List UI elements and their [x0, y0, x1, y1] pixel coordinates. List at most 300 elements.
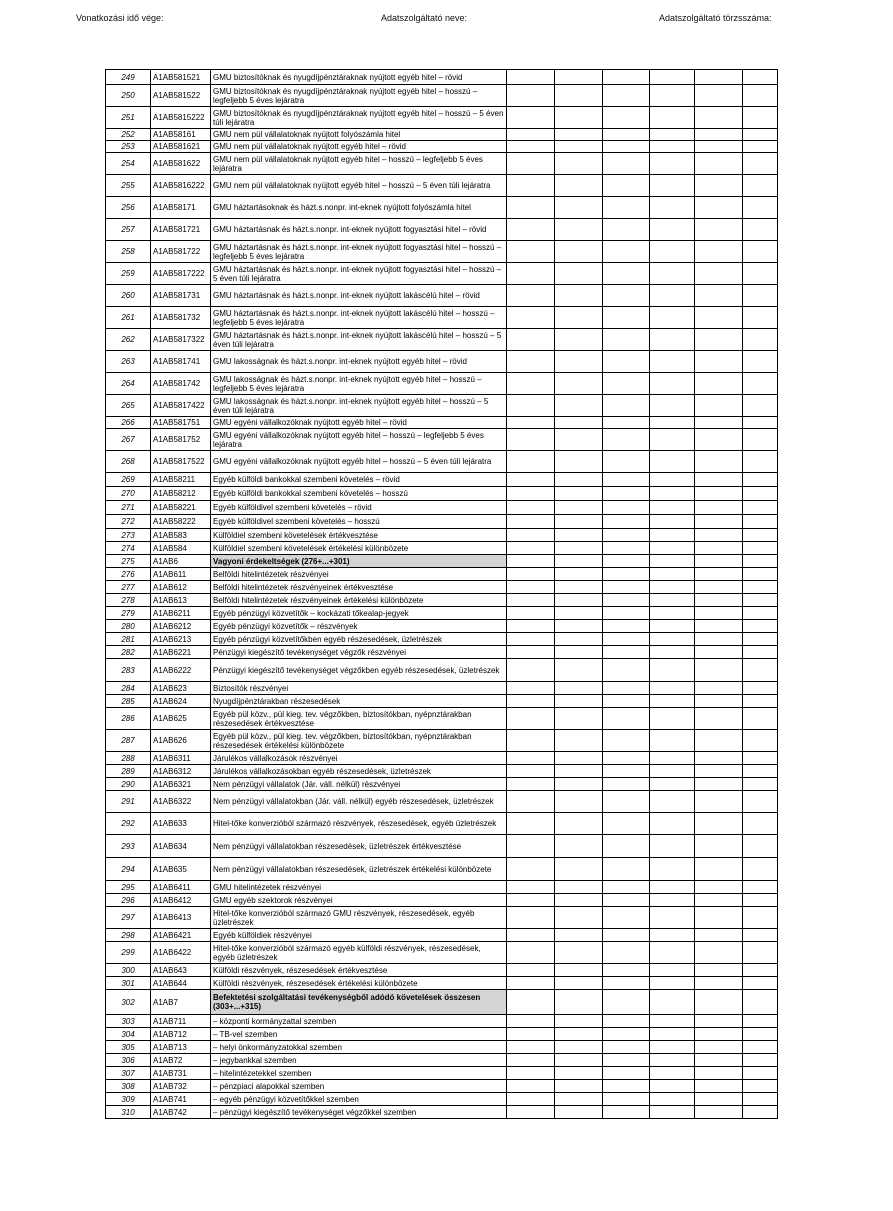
value-cell[interactable] — [743, 1054, 778, 1067]
value-cell[interactable] — [603, 607, 650, 620]
value-cell[interactable] — [743, 219, 778, 241]
value-cell[interactable] — [743, 633, 778, 646]
value-cell[interactable] — [650, 451, 695, 473]
value-cell[interactable] — [695, 501, 743, 515]
value-cell[interactable] — [695, 1015, 743, 1028]
value-cell[interactable] — [695, 473, 743, 487]
value-cell[interactable] — [743, 395, 778, 417]
value-cell[interactable] — [603, 473, 650, 487]
value-cell[interactable] — [650, 1054, 695, 1067]
value-cell[interactable] — [555, 964, 603, 977]
value-cell[interactable] — [695, 153, 743, 175]
value-cell[interactable] — [743, 542, 778, 555]
value-cell[interactable] — [507, 501, 555, 515]
value-cell[interactable] — [603, 555, 650, 568]
value-cell[interactable] — [555, 515, 603, 529]
value-cell[interactable] — [650, 395, 695, 417]
value-cell[interactable] — [695, 633, 743, 646]
value-cell[interactable] — [743, 473, 778, 487]
value-cell[interactable] — [603, 752, 650, 765]
value-cell[interactable] — [555, 263, 603, 285]
value-cell[interactable] — [650, 429, 695, 451]
value-cell[interactable] — [555, 107, 603, 129]
value-cell[interactable] — [507, 85, 555, 107]
value-cell[interactable] — [555, 241, 603, 263]
value-cell[interactable] — [603, 451, 650, 473]
value-cell[interactable] — [555, 473, 603, 487]
value-cell[interactable] — [650, 791, 695, 813]
value-cell[interactable] — [695, 515, 743, 529]
value-cell[interactable] — [507, 285, 555, 307]
value-cell[interactable] — [555, 594, 603, 607]
value-cell[interactable] — [507, 329, 555, 351]
value-cell[interactable] — [507, 730, 555, 752]
value-cell[interactable] — [743, 70, 778, 85]
value-cell[interactable] — [743, 929, 778, 942]
value-cell[interactable] — [555, 307, 603, 329]
value-cell[interactable] — [743, 568, 778, 581]
value-cell[interactable] — [650, 70, 695, 85]
value-cell[interactable] — [650, 197, 695, 219]
value-cell[interactable] — [743, 241, 778, 263]
value-cell[interactable] — [507, 646, 555, 659]
value-cell[interactable] — [507, 594, 555, 607]
value-cell[interactable] — [650, 646, 695, 659]
value-cell[interactable] — [695, 778, 743, 791]
value-cell[interactable] — [650, 835, 695, 858]
value-cell[interactable] — [650, 977, 695, 990]
value-cell[interactable] — [743, 129, 778, 141]
value-cell[interactable] — [650, 1015, 695, 1028]
value-cell[interactable] — [603, 659, 650, 682]
value-cell[interactable] — [650, 1106, 695, 1119]
value-cell[interactable] — [743, 501, 778, 515]
value-cell[interactable] — [507, 487, 555, 501]
value-cell[interactable] — [743, 791, 778, 813]
value-cell[interactable] — [695, 730, 743, 752]
value-cell[interactable] — [603, 1041, 650, 1054]
value-cell[interactable] — [743, 594, 778, 607]
value-cell[interactable] — [743, 1067, 778, 1080]
value-cell[interactable] — [650, 858, 695, 881]
value-cell[interactable] — [555, 907, 603, 929]
value-cell[interactable] — [555, 1080, 603, 1093]
value-cell[interactable] — [743, 329, 778, 351]
value-cell[interactable] — [743, 285, 778, 307]
value-cell[interactable] — [507, 568, 555, 581]
value-cell[interactable] — [555, 977, 603, 990]
value-cell[interactable] — [650, 473, 695, 487]
value-cell[interactable] — [695, 285, 743, 307]
value-cell[interactable] — [743, 835, 778, 858]
value-cell[interactable] — [650, 929, 695, 942]
value-cell[interactable] — [507, 1106, 555, 1119]
value-cell[interactable] — [650, 682, 695, 695]
value-cell[interactable] — [507, 858, 555, 881]
value-cell[interactable] — [743, 765, 778, 778]
value-cell[interactable] — [695, 813, 743, 835]
value-cell[interactable] — [603, 515, 650, 529]
value-cell[interactable] — [743, 730, 778, 752]
value-cell[interactable] — [695, 594, 743, 607]
value-cell[interactable] — [507, 929, 555, 942]
value-cell[interactable] — [507, 241, 555, 263]
value-cell[interactable] — [603, 351, 650, 373]
value-cell[interactable] — [650, 942, 695, 964]
value-cell[interactable] — [743, 197, 778, 219]
value-cell[interactable] — [555, 752, 603, 765]
value-cell[interactable] — [743, 695, 778, 708]
value-cell[interactable] — [507, 633, 555, 646]
value-cell[interactable] — [603, 1106, 650, 1119]
value-cell[interactable] — [603, 813, 650, 835]
value-cell[interactable] — [743, 778, 778, 791]
value-cell[interactable] — [507, 395, 555, 417]
value-cell[interactable] — [695, 708, 743, 730]
value-cell[interactable] — [555, 730, 603, 752]
value-cell[interactable] — [603, 858, 650, 881]
value-cell[interactable] — [555, 451, 603, 473]
value-cell[interactable] — [695, 85, 743, 107]
value-cell[interactable] — [555, 568, 603, 581]
value-cell[interactable] — [743, 85, 778, 107]
value-cell[interactable] — [650, 487, 695, 501]
value-cell[interactable] — [743, 858, 778, 881]
value-cell[interactable] — [695, 529, 743, 542]
value-cell[interactable] — [650, 568, 695, 581]
value-cell[interactable] — [507, 451, 555, 473]
value-cell[interactable] — [507, 153, 555, 175]
value-cell[interactable] — [555, 1015, 603, 1028]
value-cell[interactable] — [695, 568, 743, 581]
value-cell[interactable] — [650, 153, 695, 175]
value-cell[interactable] — [743, 1106, 778, 1119]
value-cell[interactable] — [743, 942, 778, 964]
value-cell[interactable] — [695, 791, 743, 813]
value-cell[interactable] — [603, 594, 650, 607]
value-cell[interactable] — [743, 964, 778, 977]
value-cell[interactable] — [603, 646, 650, 659]
value-cell[interactable] — [695, 241, 743, 263]
value-cell[interactable] — [650, 1080, 695, 1093]
value-cell[interactable] — [555, 219, 603, 241]
value-cell[interactable] — [695, 129, 743, 141]
value-cell[interactable] — [555, 129, 603, 141]
value-cell[interactable] — [555, 1028, 603, 1041]
value-cell[interactable] — [507, 219, 555, 241]
value-cell[interactable] — [695, 1041, 743, 1054]
value-cell[interactable] — [695, 942, 743, 964]
value-cell[interactable] — [695, 929, 743, 942]
value-cell[interactable] — [603, 964, 650, 977]
value-cell[interactable] — [743, 417, 778, 429]
value-cell[interactable] — [555, 708, 603, 730]
value-cell[interactable] — [695, 555, 743, 568]
value-cell[interactable] — [555, 141, 603, 153]
value-cell[interactable] — [555, 85, 603, 107]
value-cell[interactable] — [507, 197, 555, 219]
value-cell[interactable] — [507, 708, 555, 730]
value-cell[interactable] — [603, 633, 650, 646]
value-cell[interactable] — [603, 620, 650, 633]
value-cell[interactable] — [743, 451, 778, 473]
value-cell[interactable] — [743, 1015, 778, 1028]
value-cell[interactable] — [603, 990, 650, 1015]
value-cell[interactable] — [555, 778, 603, 791]
value-cell[interactable] — [743, 529, 778, 542]
value-cell[interactable] — [743, 752, 778, 765]
value-cell[interactable] — [743, 1080, 778, 1093]
value-cell[interactable] — [650, 417, 695, 429]
value-cell[interactable] — [555, 417, 603, 429]
value-cell[interactable] — [695, 70, 743, 85]
value-cell[interactable] — [695, 1093, 743, 1106]
value-cell[interactable] — [603, 1080, 650, 1093]
value-cell[interactable] — [603, 894, 650, 907]
value-cell[interactable] — [555, 858, 603, 881]
value-cell[interactable] — [650, 1028, 695, 1041]
value-cell[interactable] — [603, 175, 650, 197]
value-cell[interactable] — [603, 153, 650, 175]
value-cell[interactable] — [555, 990, 603, 1015]
value-cell[interactable] — [603, 501, 650, 515]
value-cell[interactable] — [507, 791, 555, 813]
value-cell[interactable] — [555, 881, 603, 894]
value-cell[interactable] — [603, 542, 650, 555]
value-cell[interactable] — [555, 791, 603, 813]
value-cell[interactable] — [555, 529, 603, 542]
value-cell[interactable] — [650, 263, 695, 285]
value-cell[interactable] — [555, 646, 603, 659]
value-cell[interactable] — [695, 858, 743, 881]
value-cell[interactable] — [650, 1093, 695, 1106]
value-cell[interactable] — [743, 1028, 778, 1041]
value-cell[interactable] — [650, 175, 695, 197]
value-cell[interactable] — [555, 395, 603, 417]
value-cell[interactable] — [743, 581, 778, 594]
value-cell[interactable] — [603, 708, 650, 730]
value-cell[interactable] — [603, 395, 650, 417]
value-cell[interactable] — [695, 1067, 743, 1080]
value-cell[interactable] — [743, 813, 778, 835]
value-cell[interactable] — [507, 473, 555, 487]
value-cell[interactable] — [743, 175, 778, 197]
value-cell[interactable] — [603, 307, 650, 329]
value-cell[interactable] — [507, 542, 555, 555]
value-cell[interactable] — [603, 1093, 650, 1106]
value-cell[interactable] — [507, 1028, 555, 1041]
value-cell[interactable] — [603, 285, 650, 307]
value-cell[interactable] — [507, 682, 555, 695]
value-cell[interactable] — [603, 581, 650, 594]
value-cell[interactable] — [555, 695, 603, 708]
value-cell[interactable] — [507, 373, 555, 395]
value-cell[interactable] — [555, 1106, 603, 1119]
value-cell[interactable] — [695, 607, 743, 620]
value-cell[interactable] — [507, 581, 555, 594]
value-cell[interactable] — [555, 175, 603, 197]
value-cell[interactable] — [743, 1093, 778, 1106]
value-cell[interactable] — [650, 894, 695, 907]
value-cell[interactable] — [603, 1015, 650, 1028]
value-cell[interactable] — [603, 835, 650, 858]
value-cell[interactable] — [555, 1054, 603, 1067]
value-cell[interactable] — [507, 907, 555, 929]
value-cell[interactable] — [650, 1067, 695, 1080]
value-cell[interactable] — [507, 1067, 555, 1080]
value-cell[interactable] — [650, 329, 695, 351]
value-cell[interactable] — [743, 263, 778, 285]
value-cell[interactable] — [743, 907, 778, 929]
value-cell[interactable] — [507, 70, 555, 85]
value-cell[interactable] — [555, 373, 603, 395]
value-cell[interactable] — [695, 373, 743, 395]
value-cell[interactable] — [507, 175, 555, 197]
value-cell[interactable] — [743, 153, 778, 175]
value-cell[interactable] — [603, 197, 650, 219]
value-cell[interactable] — [650, 581, 695, 594]
value-cell[interactable] — [603, 141, 650, 153]
value-cell[interactable] — [603, 568, 650, 581]
value-cell[interactable] — [743, 141, 778, 153]
value-cell[interactable] — [507, 107, 555, 129]
value-cell[interactable] — [695, 581, 743, 594]
value-cell[interactable] — [507, 881, 555, 894]
value-cell[interactable] — [743, 646, 778, 659]
value-cell[interactable] — [603, 417, 650, 429]
value-cell[interactable] — [507, 695, 555, 708]
value-cell[interactable] — [555, 1067, 603, 1080]
value-cell[interactable] — [743, 429, 778, 451]
value-cell[interactable] — [650, 778, 695, 791]
value-cell[interactable] — [650, 765, 695, 778]
value-cell[interactable] — [695, 894, 743, 907]
value-cell[interactable] — [555, 1093, 603, 1106]
value-cell[interactable] — [603, 682, 650, 695]
value-cell[interactable] — [695, 682, 743, 695]
value-cell[interactable] — [743, 708, 778, 730]
value-cell[interactable] — [603, 907, 650, 929]
value-cell[interactable] — [695, 542, 743, 555]
value-cell[interactable] — [695, 964, 743, 977]
value-cell[interactable] — [695, 881, 743, 894]
value-cell[interactable] — [650, 708, 695, 730]
value-cell[interactable] — [507, 515, 555, 529]
value-cell[interactable] — [650, 129, 695, 141]
value-cell[interactable] — [507, 942, 555, 964]
value-cell[interactable] — [650, 351, 695, 373]
value-cell[interactable] — [603, 1054, 650, 1067]
value-cell[interactable] — [650, 555, 695, 568]
value-cell[interactable] — [555, 765, 603, 778]
value-cell[interactable] — [507, 835, 555, 858]
value-cell[interactable] — [743, 620, 778, 633]
value-cell[interactable] — [507, 307, 555, 329]
value-cell[interactable] — [507, 620, 555, 633]
value-cell[interactable] — [603, 730, 650, 752]
value-cell[interactable] — [743, 373, 778, 395]
value-cell[interactable] — [555, 70, 603, 85]
value-cell[interactable] — [555, 555, 603, 568]
value-cell[interactable] — [555, 351, 603, 373]
value-cell[interactable] — [743, 990, 778, 1015]
value-cell[interactable] — [650, 141, 695, 153]
value-cell[interactable] — [695, 429, 743, 451]
value-cell[interactable] — [695, 351, 743, 373]
value-cell[interactable] — [603, 129, 650, 141]
value-cell[interactable] — [650, 307, 695, 329]
value-cell[interactable] — [695, 977, 743, 990]
value-cell[interactable] — [603, 429, 650, 451]
value-cell[interactable] — [603, 373, 650, 395]
value-cell[interactable] — [507, 1015, 555, 1028]
value-cell[interactable] — [555, 929, 603, 942]
value-cell[interactable] — [695, 1080, 743, 1093]
value-cell[interactable] — [695, 1054, 743, 1067]
value-cell[interactable] — [650, 1041, 695, 1054]
value-cell[interactable] — [650, 813, 695, 835]
value-cell[interactable] — [743, 881, 778, 894]
value-cell[interactable] — [743, 107, 778, 129]
value-cell[interactable] — [650, 620, 695, 633]
value-cell[interactable] — [507, 765, 555, 778]
value-cell[interactable] — [555, 542, 603, 555]
value-cell[interactable] — [603, 85, 650, 107]
value-cell[interactable] — [507, 555, 555, 568]
value-cell[interactable] — [743, 659, 778, 682]
value-cell[interactable] — [650, 501, 695, 515]
value-cell[interactable] — [695, 646, 743, 659]
value-cell[interactable] — [555, 197, 603, 219]
value-cell[interactable] — [695, 451, 743, 473]
value-cell[interactable] — [743, 487, 778, 501]
value-cell[interactable] — [650, 659, 695, 682]
value-cell[interactable] — [603, 70, 650, 85]
value-cell[interactable] — [555, 581, 603, 594]
value-cell[interactable] — [695, 620, 743, 633]
value-cell[interactable] — [695, 752, 743, 765]
value-cell[interactable] — [650, 633, 695, 646]
value-cell[interactable] — [650, 964, 695, 977]
value-cell[interactable] — [555, 329, 603, 351]
value-cell[interactable] — [603, 487, 650, 501]
value-cell[interactable] — [507, 964, 555, 977]
value-cell[interactable] — [507, 1041, 555, 1054]
value-cell[interactable] — [555, 942, 603, 964]
value-cell[interactable] — [650, 542, 695, 555]
value-cell[interactable] — [507, 813, 555, 835]
value-cell[interactable] — [603, 1028, 650, 1041]
value-cell[interactable] — [603, 695, 650, 708]
value-cell[interactable] — [603, 791, 650, 813]
value-cell[interactable] — [555, 607, 603, 620]
value-cell[interactable] — [603, 778, 650, 791]
value-cell[interactable] — [743, 1041, 778, 1054]
value-cell[interactable] — [507, 129, 555, 141]
value-cell[interactable] — [555, 620, 603, 633]
value-cell[interactable] — [603, 1067, 650, 1080]
value-cell[interactable] — [555, 285, 603, 307]
value-cell[interactable] — [650, 85, 695, 107]
value-cell[interactable] — [695, 395, 743, 417]
value-cell[interactable] — [650, 219, 695, 241]
value-cell[interactable] — [695, 417, 743, 429]
value-cell[interactable] — [603, 942, 650, 964]
value-cell[interactable] — [650, 594, 695, 607]
value-cell[interactable] — [507, 1054, 555, 1067]
value-cell[interactable] — [603, 263, 650, 285]
value-cell[interactable] — [743, 607, 778, 620]
